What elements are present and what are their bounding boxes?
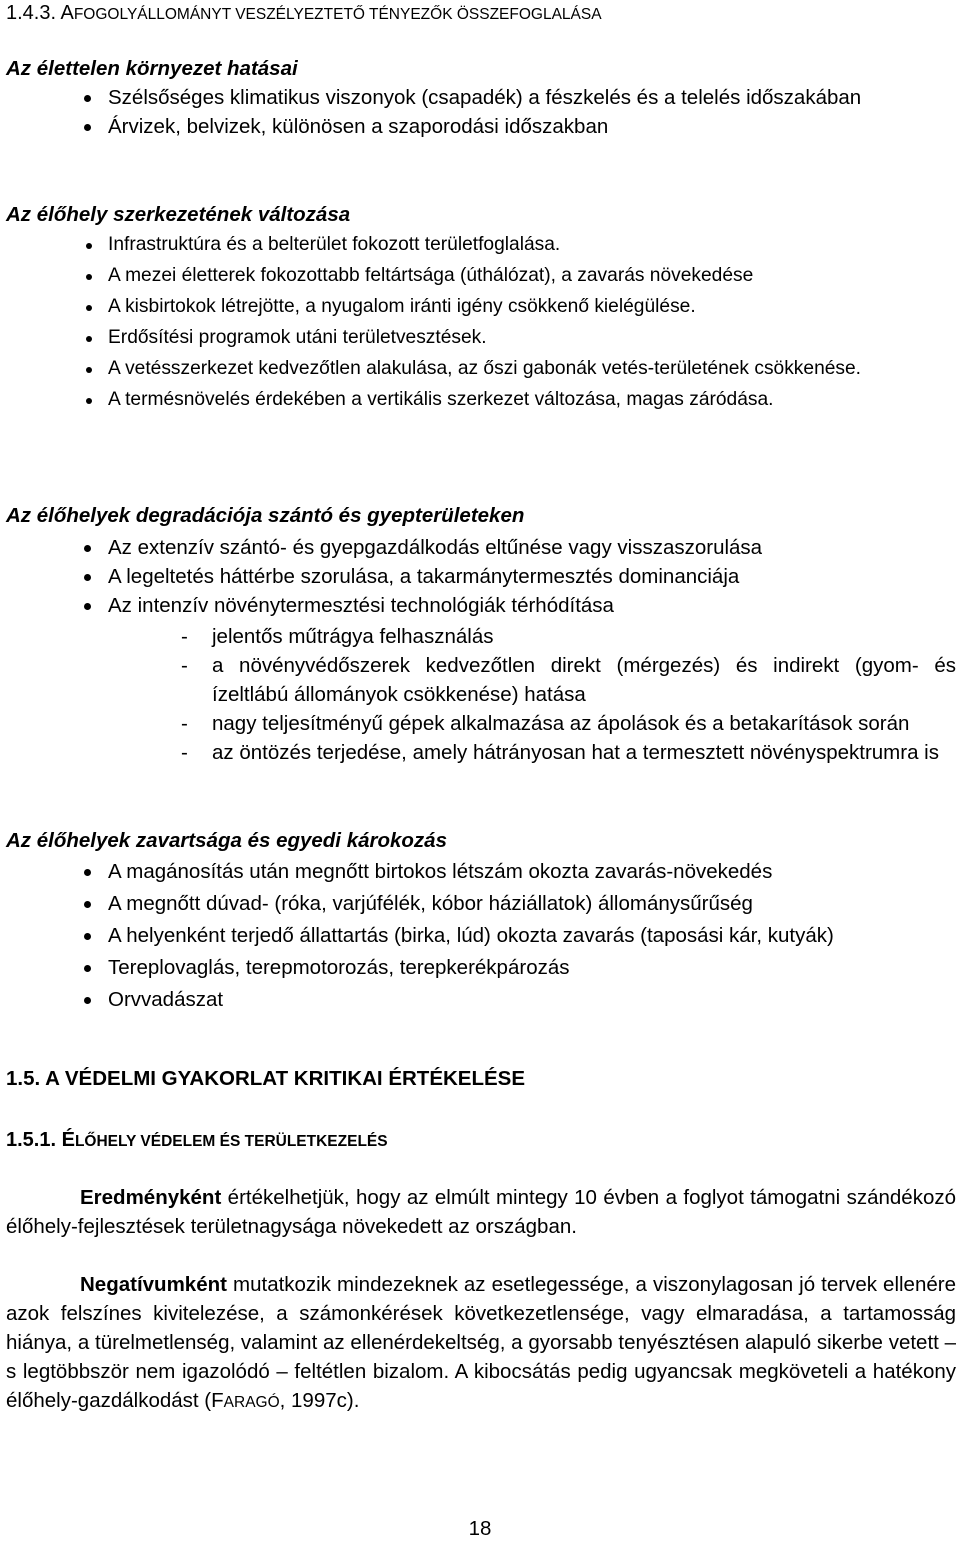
heading-1-5: 1.5. A VÉDELMI GYAKORLAT KRITIKAI ÉRTÉKELÉSE	[6, 1067, 526, 1090]
section-title-1: Az élettelen környezet hatásai	[6, 57, 298, 80]
heading-number: 1.4.3.	[6, 2, 57, 24]
bullet-icon	[86, 367, 92, 373]
list-item: A megnőtt dúvad- (róka, varjúfélék, kóbor háziállatok) állománysűrűség	[6, 889, 956, 918]
list-item: Árvizek, belvizek, különösen a szaporodási időszakban	[6, 112, 956, 141]
bullet-icon	[84, 933, 91, 940]
section-3-list	[6, 533, 956, 620]
paragraph-results: Eredményként értékelhetjük, hogy az elmúlt mintegy 10 évben a foglyot támogatni szándékozó élőhely-fejlesztések területnagysága növekedett az országban.	[6, 1186, 956, 1238]
list-item: A mezei életterek fokozottabb feltártsága (úthálózat), a zavarás növekedése	[6, 263, 956, 289]
bullet-icon	[86, 274, 92, 280]
bullet-icon	[84, 124, 91, 131]
section-2-list	[6, 232, 956, 418]
bullet-icon	[86, 243, 92, 249]
list-item: Az extenzív szántó- és gyepgazdálkodás eltűnése vagy visszaszorulása	[6, 533, 956, 562]
list-item: Szélsőséges klimatikus viszonyok (csapadék) a fészkelés és a telelés időszakában	[6, 83, 956, 112]
dash-marker: -	[181, 625, 188, 648]
section-title-3: Az élőhelyek degradációja szántó és gyepterületeken	[6, 504, 525, 527]
sub-list-item: - jelentős műtrágya felhasználás	[6, 622, 956, 651]
dash-marker: -	[181, 654, 188, 677]
sub-list-item: - a növényvédőszerek kedvezőtlen direkt (mérgezés) és indirekt (gyom- és ízeltlábú állományok csökkenése) hatása	[6, 651, 956, 709]
section-title-4: Az élőhelyek zavartsága és egyedi károkozás	[6, 829, 447, 852]
heading-1-4-3	[6, 0, 602, 28]
list-item: A termésnövelés érdekében a vertikális szerkezet változása, magas záródása.	[6, 387, 956, 413]
list-item: Erdősítési programok utáni területvesztések.	[6, 325, 956, 351]
bullet-icon	[86, 305, 92, 311]
list-item: Infrastruktúra és a belterület fokozott területfoglalása.	[6, 232, 956, 258]
bullet-icon	[84, 574, 91, 581]
page-number: 18	[468, 1517, 492, 1540]
list-item: A helyenként terjedő állattartás (birka, lúd) okozta zavarás (taposási kár, kutyák)	[6, 921, 956, 950]
bullet-icon	[86, 336, 92, 342]
bullet-icon	[84, 901, 91, 908]
list-item: Az intenzív növénytermesztési technológiák térhódítása	[6, 591, 956, 620]
section-1-list	[6, 83, 956, 141]
heading-1-5-1: 1.5.1. ÉLŐHELY VÉDELEM ÉS TERÜLETKEZELÉS	[6, 1129, 388, 1151]
section-3-sublist	[6, 622, 956, 767]
dash-marker: -	[181, 712, 188, 735]
section-4-list	[6, 857, 956, 1014]
sub-list-item: - nagy teljesítményű gépek alkalmazása az ápolások és a betakarítások során	[6, 709, 956, 738]
list-item: A vetésszerkezet kedvezőtlen alakulása, az őszi gabonák vetés-területének csökkenése.	[6, 356, 956, 382]
list-item: A kisbirtokok létrejötte, a nyugalom iránti igény csökkenő kielégülése.	[6, 294, 956, 320]
paragraph-negatives: Negatívumként mutatkozik mindezeknek az esetlegessége, a viszonylagosan jó tervek ellenére azok felszínes kivitelezése, a számonkérések következetlensége, vagy elmaradása, a tartamosság hiánya, a türelmetlenség, valamint az ellenérdekeltség, a gyorsabb tenyésztésen alapuló sikerbe vetett – s legtöbbször nem igazolódó – feltétlen bizalom. A kibocsátás pedig ugyancsak megköveteli a hatékony élőhely-gazdálkodást (FARAGÓ, 1997c).	[6, 1273, 956, 1412]
section-title-2: Az élőhely szerkezetének változása	[6, 203, 351, 226]
bullet-icon	[84, 965, 91, 972]
heading-rest: FOGOLYÁLLOMÁNYT VESZÉLYEZTETŐ TÉNYEZŐK ÖSSZEFOGLALÁSA	[73, 6, 602, 23]
heading-cap: A	[60, 2, 74, 24]
sub-list-item: - az öntözés terjedése, amely hátrányosan hat a termesztett növényspektrumra is	[6, 738, 956, 767]
list-item: A legeltetés háttérbe szorulása, a takarmánytermesztés dominanciája	[6, 562, 956, 591]
bullet-icon	[86, 398, 92, 404]
dash-marker: -	[181, 741, 188, 764]
bullet-icon	[84, 997, 91, 1004]
list-item: Tereplovaglás, terepmotorozás, terepkerékpározás	[6, 953, 956, 982]
list-item: A magánosítás után megnőtt birtokos létszám okozta zavarás-növekedés	[6, 857, 956, 886]
list-item: Orvvadászat	[6, 985, 956, 1014]
bullet-icon	[84, 869, 91, 876]
bullet-icon	[84, 545, 91, 552]
bullet-icon	[84, 95, 91, 102]
bullet-icon	[84, 603, 91, 610]
